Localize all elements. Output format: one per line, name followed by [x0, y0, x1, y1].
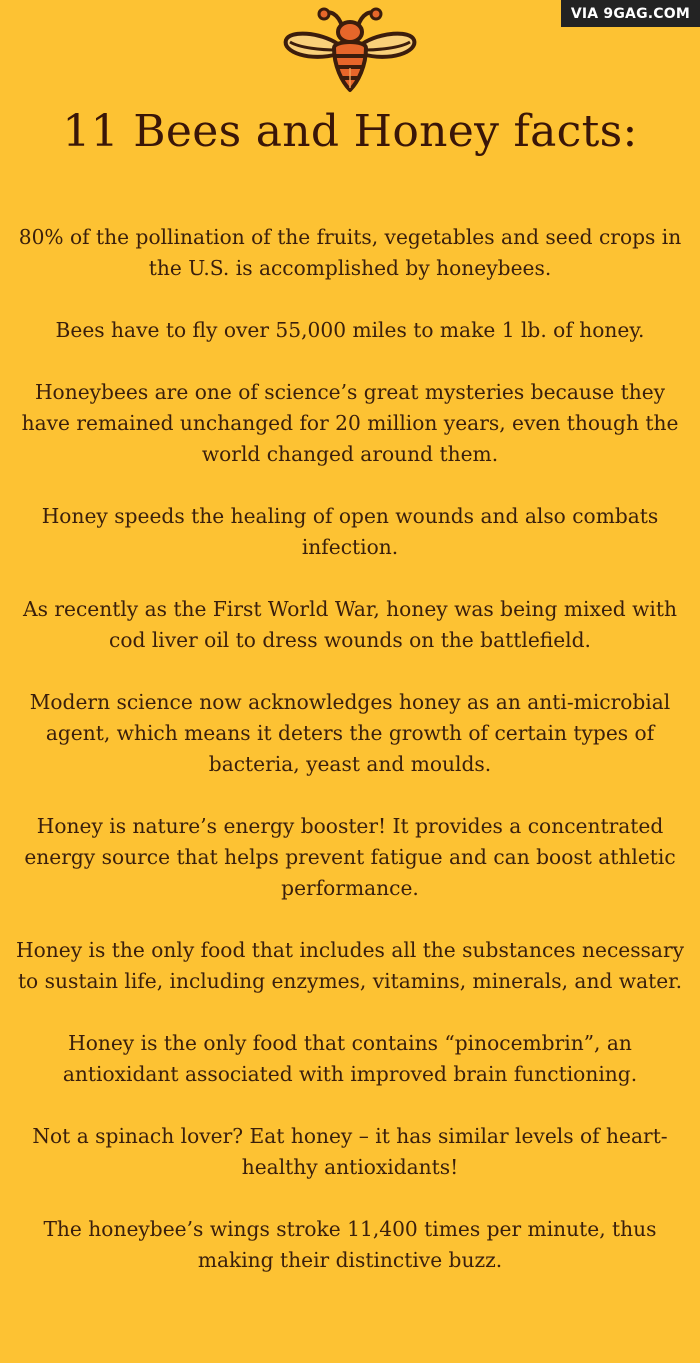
fact-paragraph: Modern science now acknowledges honey as an anti-microbial agent, which means it deters the growth of certain types of bacteria, yeast and moulds.	[29, 690, 671, 776]
bee-icon	[280, 2, 420, 94]
facts-list	[0, 222, 700, 1307]
page-title: 11 Bees and Honey facts:	[62, 106, 638, 157]
fact-paragraph: Bees have to fly over 55,000 miles to make 1 lb. of honey.	[55, 318, 645, 342]
fact-paragraph: Honey speeds the healing of open wounds and also combats infection.	[41, 504, 659, 559]
fact-paragraph: Honey is the only food that contains “pinocembrin”, an antioxidant associated with improved brain functioning.	[62, 1031, 638, 1086]
fact-paragraph: As recently as the First World War, honey was being mixed with cod liver oil to dress wounds on the battlefield.	[23, 597, 677, 652]
fact-paragraph: 80% of the pollination of the fruits, vegetables and seed crops in the U.S. is accomplished by honeybees.	[18, 225, 682, 280]
fact-paragraph: The honeybee’s wings stroke 11,400 times per minute, thus making their distinctive buzz.	[43, 1217, 657, 1272]
fact-paragraph: Honey is the only food that includes all the substances necessary to sustain life, including enzymes, vitamins, minerals, and water.	[15, 938, 685, 993]
watermark-badge: VIA 9GAG.COM	[561, 0, 700, 27]
fact-paragraph: Not a spinach lover? Eat honey – it has similar levels of heart-healthy antioxidants!	[32, 1124, 668, 1179]
fact-paragraph: Honey is nature’s energy booster! It provides a concentrated energy source that helps prevent fatigue and can boost athletic performance.	[24, 814, 676, 900]
fact-paragraph: Honeybees are one of science’s great mysteries because they have remained unchanged for 20 million years, even though the world changed around them.	[21, 380, 679, 466]
